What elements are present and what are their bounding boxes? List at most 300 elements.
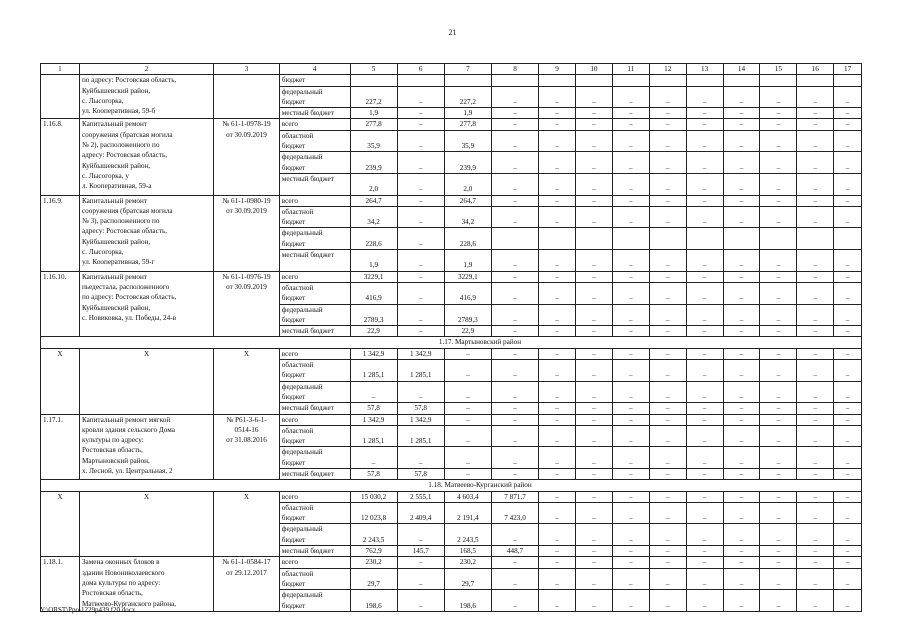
table-row (41, 414, 862, 425)
amount-cell: – (834, 304, 862, 326)
amount-cell: – (686, 152, 723, 174)
item-name (79, 414, 213, 480)
amount-cell: – (539, 403, 576, 414)
amount-cell: – (649, 152, 686, 174)
amount-cell: 7 871,7 (491, 491, 538, 502)
amount-cell: – (760, 425, 797, 447)
amount-cell: – (686, 360, 723, 382)
amount-cell: 57,8 (397, 468, 444, 479)
amount-cell: – (649, 568, 686, 590)
budget-type-line: всего (281, 272, 298, 281)
amount-cell: – (491, 425, 538, 447)
amount-cell: 3229,1 (350, 271, 397, 282)
amount-cell: – (575, 348, 612, 359)
item-name-line: по адресу: Ростовская область, (81, 293, 177, 302)
amount-cell: – (575, 86, 612, 108)
item-name-line: ул. Кооперативная, 59-г (81, 258, 155, 267)
amount-cell: 34,2 (444, 206, 491, 228)
item-name-line: Ростовская область, (81, 446, 143, 455)
item-name-line: дома культуры по адресу: (81, 578, 161, 587)
amount-cell: – (612, 282, 649, 304)
amount-cell: – (397, 326, 444, 337)
amount-cell: – (575, 425, 612, 447)
amount-cell: – (575, 195, 612, 206)
budget-type (279, 173, 350, 195)
amount-cell: – (575, 546, 612, 557)
amount-cell: – (723, 590, 760, 612)
item-doc (214, 414, 280, 480)
amount-cell: – (612, 403, 649, 414)
amount-cell: – (612, 502, 649, 524)
section-row (41, 480, 862, 491)
amount-cell: 22,9 (350, 326, 397, 337)
amount-cell: 3229,1 (444, 271, 491, 282)
amount-cell: – (491, 414, 538, 425)
budget-type (279, 425, 350, 447)
page-number: 21 (448, 28, 457, 37)
budget-type-line: федеральный (281, 448, 323, 457)
amount-cell: – (491, 557, 538, 568)
budget-type-line: федеральный (281, 591, 323, 600)
amount-cell: – (760, 108, 797, 119)
amount-cell: 2,0 (444, 173, 491, 195)
amount-cell: – (649, 119, 686, 130)
amount-cell: – (834, 568, 862, 590)
budget-type (279, 557, 350, 568)
column-header: 16 (797, 64, 834, 75)
amount-cell: – (797, 447, 834, 469)
amount-cell (444, 75, 491, 86)
amount-cell: – (797, 524, 834, 546)
amount-cell: – (539, 491, 576, 502)
amount-cell: – (723, 173, 760, 195)
amount-cell: – (612, 590, 649, 612)
amount-cell: – (491, 468, 538, 479)
amount-cell: – (797, 425, 834, 447)
budget-type (279, 403, 350, 414)
amount-cell (649, 228, 686, 250)
amount-cell: – (539, 447, 576, 469)
amount-cell: – (797, 282, 834, 304)
item-doc-line: Х (243, 349, 250, 358)
amount-cell: 448,7 (491, 546, 538, 557)
amount-cell: – (686, 108, 723, 119)
amount-cell: – (444, 468, 491, 479)
amount-cell (723, 228, 760, 250)
section-title: 1.17. Мартыновский район (41, 337, 862, 348)
amount-cell: – (491, 348, 538, 359)
amount-cell: – (797, 304, 834, 326)
item-doc-line: от 31.08.2016 (226, 436, 267, 445)
column-header: 8 (491, 64, 538, 75)
amount-cell: – (834, 206, 862, 228)
table-row (41, 348, 862, 359)
amount-cell (539, 75, 576, 86)
amount-cell: – (760, 130, 797, 152)
item-name-line: Ростовская область, (81, 589, 143, 598)
amount-cell: – (834, 326, 862, 337)
amount-cell: – (686, 414, 723, 425)
amount-cell: – (612, 86, 649, 108)
amount-cell: – (649, 304, 686, 326)
amount-cell: – (649, 86, 686, 108)
amount-cell: 35,9 (444, 130, 491, 152)
amount-cell: – (491, 206, 538, 228)
item-name-line: с. Лысогорка, (81, 248, 124, 257)
column-header: 4 (279, 64, 350, 75)
item-name-line: с. Лысогорка, (81, 96, 124, 105)
budget-type-line: бюджет (281, 218, 306, 227)
amount-cell (575, 228, 612, 250)
amount-cell: – (686, 425, 723, 447)
table-row (41, 491, 862, 502)
amount-cell: – (723, 381, 760, 403)
amount-cell: 239,9 (350, 152, 397, 174)
amount-cell: – (649, 250, 686, 272)
amount-cell (612, 228, 649, 250)
budget-table (40, 63, 862, 612)
amount-cell: – (686, 546, 723, 557)
amount-cell: – (612, 206, 649, 228)
item-name (79, 271, 213, 337)
amount-cell: – (397, 195, 444, 206)
budget-type (279, 271, 350, 282)
amount-cell: – (723, 524, 760, 546)
amount-cell: – (760, 119, 797, 130)
amount-cell: 34,2 (350, 206, 397, 228)
amount-cell: – (797, 546, 834, 557)
budget-type (279, 590, 350, 612)
table-row (41, 271, 862, 282)
item-name-line: культуры по адресу: (81, 436, 144, 445)
column-header: 11 (612, 64, 649, 75)
amount-cell: – (397, 557, 444, 568)
amount-cell: – (397, 524, 444, 546)
amount-cell: – (539, 502, 576, 524)
amount-cell: – (612, 360, 649, 382)
amount-cell: – (723, 403, 760, 414)
amount-cell: – (686, 468, 723, 479)
amount-cell: 2,0 (350, 173, 397, 195)
amount-cell: – (649, 381, 686, 403)
amount-cell: 7 423,0 (491, 502, 538, 524)
budget-type-line: бюджет (281, 315, 306, 324)
amount-cell: – (539, 282, 576, 304)
amount-cell: – (612, 271, 649, 282)
amount-cell: – (539, 271, 576, 282)
item-name-line: Куйбышевский район, (81, 161, 151, 170)
amount-cell: – (539, 381, 576, 403)
amount-cell (612, 75, 649, 86)
amount-cell: – (575, 173, 612, 195)
amount-cell: – (686, 326, 723, 337)
budget-type-line: местный бюджет (281, 251, 334, 260)
amount-cell: – (686, 86, 723, 108)
item-name-line: Замена оконных блоков в (81, 558, 160, 567)
footer-file-path: Y:\ORST\Ppo\1229p439.f20.docx (40, 606, 136, 614)
amount-cell: 230,2 (350, 557, 397, 568)
amount-cell: – (649, 206, 686, 228)
item-name-line: Куйбышевский район, (81, 237, 151, 246)
budget-type-line: федеральный (281, 229, 323, 238)
amount-cell: – (397, 228, 444, 250)
amount-cell (575, 75, 612, 86)
amount-cell: – (612, 348, 649, 359)
item-name (79, 195, 213, 271)
item-doc-line: № 61-1-0980-19 (222, 196, 271, 205)
amount-cell: – (397, 447, 444, 469)
amount-cell: – (797, 468, 834, 479)
amount-cell (834, 75, 862, 86)
budget-type-line: федеральный (281, 153, 323, 162)
amount-cell: – (834, 414, 862, 425)
budget-type (279, 546, 350, 557)
amount-cell: – (649, 271, 686, 282)
amount-cell: – (834, 130, 862, 152)
amount-cell: – (350, 381, 397, 403)
amount-cell: – (723, 348, 760, 359)
item-doc-line: № 61-1-0978-19 (222, 120, 271, 129)
amount-cell: – (539, 152, 576, 174)
amount-cell: – (760, 381, 797, 403)
amount-cell: – (797, 130, 834, 152)
budget-type (279, 152, 350, 174)
amount-cell: – (723, 447, 760, 469)
amount-cell: – (649, 403, 686, 414)
amount-cell: – (797, 250, 834, 272)
amount-cell: – (444, 403, 491, 414)
budget-type-line: бюджет (281, 514, 306, 523)
amount-cell: – (491, 119, 538, 130)
budget-type-line: бюджет (281, 437, 306, 446)
amount-cell: – (649, 447, 686, 469)
amount-cell: – (612, 425, 649, 447)
column-header: 3 (214, 64, 280, 75)
amount-cell: – (612, 119, 649, 130)
amount-cell: – (612, 557, 649, 568)
amount-cell: – (649, 491, 686, 502)
amount-cell: – (834, 348, 862, 359)
amount-cell: 29,7 (350, 568, 397, 590)
amount-cell: – (834, 546, 862, 557)
budget-type-line: всего (281, 120, 298, 129)
budget-type-line: всего (281, 492, 298, 501)
amount-cell: 277,8 (444, 119, 491, 130)
item-name-line: с. Новиковка, ул. Победы, 24-в (81, 313, 176, 322)
amount-cell: – (397, 152, 444, 174)
item-name-line: с. Лысогорка, у (81, 171, 129, 180)
amount-cell: – (397, 108, 444, 119)
item-name-line: л. Кооперативная, 59-а (81, 182, 152, 191)
amount-cell: 227,2 (350, 86, 397, 108)
amount-cell: – (397, 130, 444, 152)
amount-cell: – (760, 348, 797, 359)
amount-cell: – (797, 271, 834, 282)
table-header-row (41, 64, 862, 75)
amount-cell: – (760, 195, 797, 206)
amount-cell: – (723, 152, 760, 174)
item-name-line: Капитальный ремонт (81, 120, 148, 129)
amount-cell: – (491, 86, 538, 108)
amount-cell: 1 342,9 (350, 414, 397, 425)
amount-cell: 35,9 (350, 130, 397, 152)
amount-cell: – (797, 557, 834, 568)
amount-cell: – (491, 173, 538, 195)
budget-type (279, 130, 350, 152)
amount-cell: – (575, 590, 612, 612)
section-row (41, 337, 862, 348)
amount-cell: 2 191,4 (444, 502, 491, 524)
amount-cell: – (612, 326, 649, 337)
amount-cell: – (491, 152, 538, 174)
amount-cell: – (834, 271, 862, 282)
budget-type-line: федеральный (281, 382, 323, 391)
amount-cell: 57,8 (350, 403, 397, 414)
amount-cell: – (575, 557, 612, 568)
item-doc-line: от 30.09.2019 (226, 130, 267, 139)
amount-cell: – (723, 491, 760, 502)
amount-cell: 239,9 (444, 152, 491, 174)
table-row (41, 75, 862, 86)
budget-type (279, 468, 350, 479)
amount-cell: – (539, 348, 576, 359)
budget-type (279, 414, 350, 425)
amount-cell (397, 75, 444, 86)
amount-cell: – (612, 195, 649, 206)
budget-type-line: всего (281, 558, 298, 567)
amount-cell: – (723, 468, 760, 479)
item-doc-line: Х (243, 492, 250, 501)
item-index: 1.17.1. (41, 414, 80, 480)
amount-cell: – (834, 491, 862, 502)
item-name-line: Х (143, 349, 150, 358)
amount-cell: – (491, 590, 538, 612)
amount-cell: – (834, 250, 862, 272)
amount-cell: – (760, 271, 797, 282)
amount-cell: 22,9 (444, 326, 491, 337)
amount-cell: – (760, 447, 797, 469)
item-name (79, 119, 213, 195)
amount-cell: – (575, 271, 612, 282)
amount-cell: 1 342,9 (397, 414, 444, 425)
item-name-line: ул. Кооперативная, 59-б (81, 107, 156, 116)
amount-cell: – (723, 195, 760, 206)
amount-cell: 29,7 (444, 568, 491, 590)
amount-cell: – (612, 546, 649, 557)
amount-cell: 1 285,1 (397, 360, 444, 382)
amount-cell: – (612, 152, 649, 174)
amount-cell: – (723, 414, 760, 425)
amount-cell: – (723, 250, 760, 272)
column-header: 9 (539, 64, 576, 75)
amount-cell: – (834, 360, 862, 382)
amount-cell: 264,7 (444, 195, 491, 206)
item-name-line: Капитальный ремонт (81, 196, 148, 205)
amount-cell: – (491, 447, 538, 469)
item-doc (214, 271, 280, 337)
amount-cell: – (612, 304, 649, 326)
amount-cell: – (760, 557, 797, 568)
item-doc-line: от 30.09.2019 (226, 206, 267, 215)
amount-cell: – (649, 348, 686, 359)
budget-type (279, 447, 350, 469)
amount-cell: – (686, 557, 723, 568)
amount-cell: – (760, 250, 797, 272)
amount-cell: – (797, 403, 834, 414)
amount-cell: 168,5 (444, 546, 491, 557)
amount-cell: – (397, 304, 444, 326)
amount-cell: – (539, 108, 576, 119)
item-name-line: Матвеево-Курганского района, (81, 599, 177, 608)
amount-cell: – (797, 108, 834, 119)
amount-cell: – (539, 130, 576, 152)
item-name (79, 491, 213, 557)
amount-cell: – (539, 206, 576, 228)
amount-cell: 1 342,9 (350, 348, 397, 359)
column-header: 10 (575, 64, 612, 75)
amount-cell: 277,8 (350, 119, 397, 130)
budget-type-line: областной (281, 283, 314, 292)
amount-cell: – (797, 414, 834, 425)
amount-cell: 2 555,1 (397, 491, 444, 502)
amount-cell (539, 228, 576, 250)
item-index: 1.16.10. (41, 271, 80, 337)
item-name-line: сооружения (братская могила (81, 206, 173, 215)
amount-cell: – (612, 447, 649, 469)
amount-cell: – (491, 250, 538, 272)
budget-type (279, 568, 350, 590)
amount-cell: 416,9 (444, 282, 491, 304)
budget-type-line: областной (281, 503, 314, 512)
budget-type (279, 86, 350, 108)
amount-cell: – (539, 524, 576, 546)
item-name (79, 557, 213, 611)
amount-cell: – (834, 403, 862, 414)
amount-cell: – (834, 524, 862, 546)
amount-cell: – (760, 206, 797, 228)
amount-cell: – (444, 425, 491, 447)
amount-cell: – (539, 119, 576, 130)
amount-cell: – (491, 108, 538, 119)
amount-cell: – (612, 524, 649, 546)
amount-cell: – (686, 173, 723, 195)
amount-cell: – (491, 381, 538, 403)
budget-type-line: бюджет (281, 239, 306, 248)
amount-cell (834, 228, 862, 250)
amount-cell: – (575, 130, 612, 152)
amount-cell: – (612, 130, 649, 152)
budget-type-line: бюджет (281, 579, 306, 588)
amount-cell: – (539, 468, 576, 479)
amount-cell: – (649, 360, 686, 382)
amount-cell: – (649, 414, 686, 425)
amount-cell: – (723, 360, 760, 382)
amount-cell: – (575, 304, 612, 326)
budget-type (279, 491, 350, 502)
amount-cell: – (539, 568, 576, 590)
amount-cell: – (575, 447, 612, 469)
column-header: 17 (834, 64, 862, 75)
amount-cell: – (491, 360, 538, 382)
amount-cell: – (686, 130, 723, 152)
amount-cell: – (686, 206, 723, 228)
budget-type (279, 381, 350, 403)
table-row (41, 557, 862, 568)
amount-cell: 198,6 (444, 590, 491, 612)
amount-cell: – (649, 425, 686, 447)
amount-cell (491, 228, 538, 250)
amount-cell: – (649, 282, 686, 304)
